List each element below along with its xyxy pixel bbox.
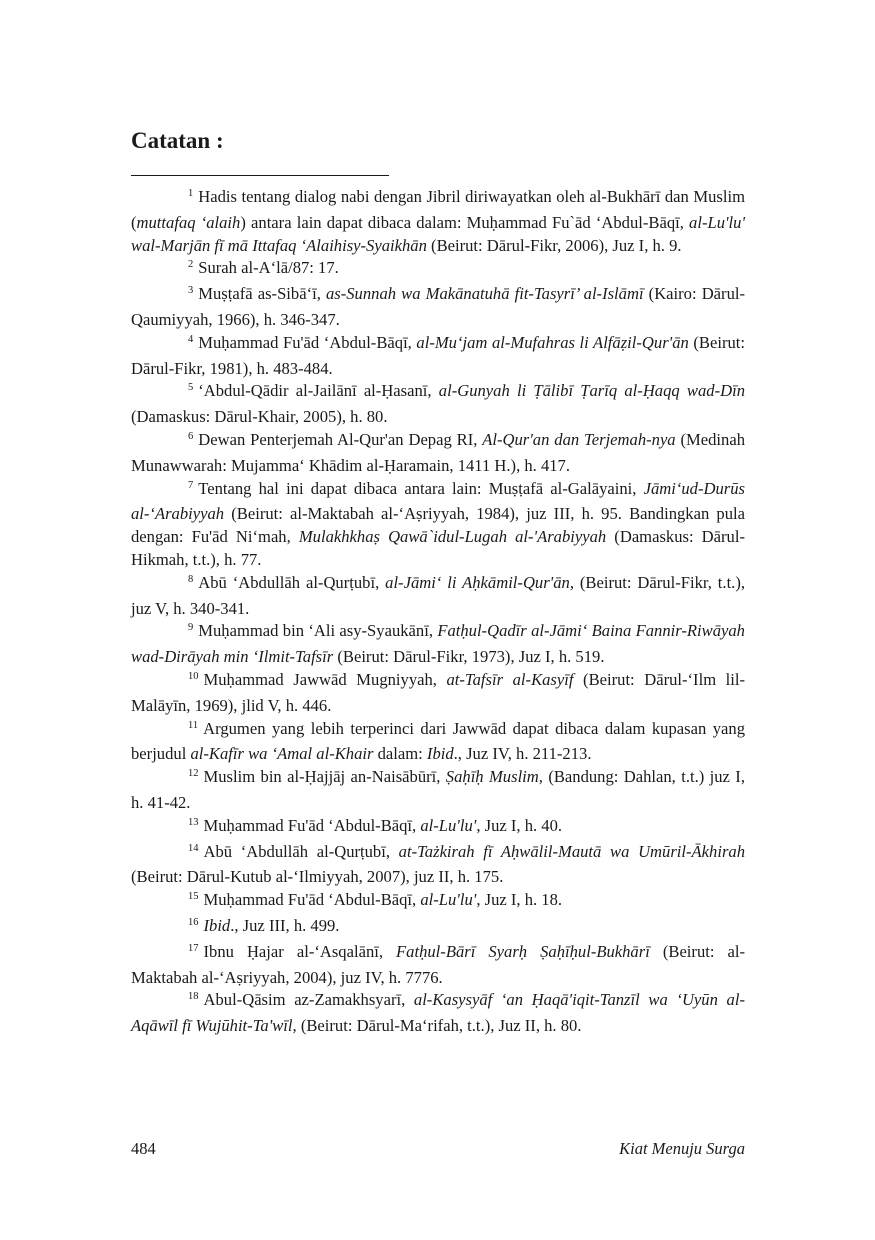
footnote-title: al-Jāmi‘ li Aḥkāmil-Qur'ān,	[385, 572, 574, 592]
page-number: 484	[131, 1139, 156, 1158]
footnote-text: dalam:	[373, 744, 427, 764]
footnote-number: 17	[188, 942, 199, 954]
footnote-5	[131, 380, 745, 429]
footnote-number: 4	[188, 333, 194, 345]
footnote-title: al-Lu'lu' wal-Marjān fī mā Ittafaq ‘Alaihisy-Syaikhān	[131, 212, 745, 255]
footnote-text: (Damaskus: Dārul-Khair, 2005), h. 80.	[131, 407, 388, 427]
footnote-text: (Beirut: Dārul-Ma‘rifah, t.t.), Juz II, h. 80.	[296, 1016, 582, 1036]
footnote-number: 14	[188, 842, 199, 854]
footnote-14	[131, 841, 745, 890]
footnote-text: Muslim bin al-Ḥajjāj an-Naisābūrī,	[203, 767, 446, 787]
footnote-text: (Beirut: Dārul-Fikr, 1981), h. 483-484.	[131, 332, 745, 378]
footnote-number: 2	[188, 259, 194, 271]
footnote-number: 6	[188, 430, 194, 442]
footnote-2	[131, 257, 745, 283]
running-title: Kiat Menuju Surga	[619, 1139, 745, 1158]
footnote-number: 11	[188, 719, 199, 731]
footnote-text: ., Juz III, h. 499.	[230, 915, 340, 935]
footnote-number: 10	[188, 670, 199, 682]
footnote-title: al-Lu'lu'	[420, 890, 477, 910]
footnote-title: al-Mu‘jam al-Mufahras li Alfāẓil-Qur'ān	[416, 332, 689, 352]
page-title: Catatan :	[131, 128, 224, 153]
footnote-10	[131, 669, 745, 718]
footnote-13	[131, 815, 745, 841]
footnote-text: Muḥammad Fu'ād ‘Abdul-Bāqī,	[203, 890, 421, 910]
footnote-text: Muḥammad Fu'ād ‘Abdul-Bāqī,	[203, 815, 421, 835]
footnote-6	[131, 429, 745, 478]
footnote-text: Abū ‘Abdullāh al-Qurṭubī,	[203, 841, 399, 861]
footnote-text: (Kairo: Dārul-Qaumiyyah, 1966), h. 346-347.	[131, 284, 745, 329]
footnote-number: 7	[188, 479, 194, 491]
footnote-title: Fatḥul-Qadīr al-Jāmi‘ Baina Fannir-Riwāyah wad-Dirāyah min ‘Ilmit-Tafsīr	[131, 621, 745, 667]
footnote-text: Abū ‘Abdullāh al-Qurṭubī,	[198, 572, 386, 592]
footnote-title: al-Lu'lu'	[420, 815, 477, 835]
footnote-4	[131, 332, 745, 381]
footnote-title: Ibid	[426, 744, 454, 764]
footnote-number: 12	[188, 768, 199, 780]
footnote-text: (Damaskus: Dārul-Hikmah, t.t.), h. 77.	[131, 527, 745, 569]
footnote-text: (Beirut: Dārul-‘Ilm lil-Malāyīn, 1969), jlid V, h. 446.	[131, 669, 746, 715]
footnote-number: 8	[188, 573, 194, 585]
footnote-number: 13	[188, 816, 199, 828]
footnote-title: muttafaq ‘alaih	[136, 212, 241, 232]
footnote-title: Ibid	[203, 915, 231, 935]
footnote-12	[131, 766, 745, 815]
footnote-title: Ṣaḥīḥ Muslim,	[445, 767, 543, 787]
footnote-title: al-Kafīr wa ‘Amal al-Khair	[190, 744, 374, 764]
footnote-title: Mulakhkhaṣ Qawā`idul-Lugah al-'Arabiyyah	[298, 527, 607, 547]
footnote-text: (Beirut: al-Maktabah al-‘Aṣriyyah, 2004), juz IV, h. 7776.	[131, 941, 745, 987]
footnote-title: Fatḥul-Bārī Syarḥ Ṣaḥīḥul-Bukhārī	[396, 941, 650, 961]
footnote-text: Ibnu Ḥajar al-‘Asqalānī,	[203, 941, 397, 961]
footnote-title: at-Tażkirah fī Aḥwālil-Mautā wa Umūril-Ākhirah	[398, 841, 745, 861]
footnote-title: al-Kasysyāf ‘an Ḥaqā'iqit-Tanzīl wa ‘Uyūn al-Aqāwīl fī Wujūhit-Ta'wīl,	[131, 990, 745, 1036]
footnote-text: Surah al-A‘lā/87: 17.	[198, 258, 339, 278]
footnote-text: , Juz I, h. 18.	[476, 890, 563, 910]
footnote-text: Muḥammad Jawwād Mugniyyah,	[203, 669, 447, 689]
footnote-11	[131, 718, 745, 767]
footnote-text: (Beirut: Dārul-Fikr, t.t.), juz V, h. 340-341.	[131, 572, 746, 618]
footnote-text: (Beirut: Dārul-Kutub al-‘Ilmiyyah, 2007), juz II, h. 175.	[131, 867, 504, 887]
footnote-number: 5	[188, 382, 194, 394]
footnote-9	[131, 620, 745, 669]
footnote-text: (Medinah Munawwarah: Mujamma‘ Khādim al-Ḥaramain, 1411 H.), h. 417.	[131, 429, 745, 475]
footnote-text: , Juz I, h. 40.	[476, 815, 563, 835]
footnote-separator	[131, 175, 389, 176]
footnote-title: at-Tafsīr al-Kasyīf	[446, 669, 574, 689]
footnote-16	[131, 915, 745, 941]
footnote-text: ‘Abdul-Qādir al-Jailānī al-Ḥasanī,	[198, 381, 439, 401]
footnote-number: 9	[188, 622, 194, 634]
footnote-3	[131, 283, 745, 332]
footnote-7	[131, 478, 745, 572]
footnote-1	[131, 186, 745, 257]
footnote-text: Muḥammad Fu'ād ‘Abdul-Bāqī,	[198, 332, 417, 352]
footnote-18	[131, 989, 745, 1038]
footnote-text: Tentang hal ini dapat dibaca antara lain: Muṣṭafā al-Galāyaini,	[198, 478, 644, 498]
footnote-text: Muṣṭafā as-Sibā‘ī,	[198, 284, 326, 304]
footnote-text: Argumen yang lebih terperinci dari Jawwād dapat dibaca dalam kupasan yang berjudul	[131, 718, 745, 764]
footnotes-list	[131, 186, 745, 1038]
footnote-text: (Beirut: al-Maktabah al-‘Aṣriyyah, 1984), juz III, h. 95. Bandingkan pula dengan: Fu'ād Ni‘mah,	[131, 504, 745, 547]
footnote-title: as-Sunnah wa Makānatuhā fit-Tasyrī’ al-Islāmī	[325, 284, 644, 304]
footnote-number: 15	[188, 891, 199, 903]
footnote-number: 16	[188, 916, 199, 928]
footnote-text: (Beirut: Dārul-Fikr, 1973), Juz I, h. 519.	[333, 647, 605, 667]
footnote-text: (Bandung: Dahlan, t.t.) juz I, h. 41-42.	[131, 767, 745, 812]
footnote-text: Hadis tentang dialog nabi dengan Jibril diriwayatkan oleh al-Bukhārī dan Muslim (	[131, 187, 745, 232]
footnote-number: 18	[188, 991, 199, 1003]
footnote-text: Dewan Penterjemah Al-Qur'an Depag RI,	[198, 429, 483, 449]
footnote-text: Abul-Qāsim az-Zamakhsyarī,	[203, 990, 414, 1010]
footnote-17	[131, 941, 745, 990]
footnote-number: 3	[188, 285, 194, 297]
footnote-text: (Beirut: Dārul-Fikr, 2006), Juz I, h. 9.	[426, 235, 682, 255]
footnote-text: ) antara lain dapat dibaca dalam: Muḥammad Fu`ād ‘Abdul-Bāqī,	[240, 212, 690, 232]
footnote-15	[131, 889, 745, 915]
footnote-text: ., Juz IV, h. 211-213.	[453, 744, 592, 764]
footnote-title: Jāmi‘ud-Durūs al-‘Arabiyyah	[131, 478, 745, 524]
footnote-number: 1	[188, 188, 194, 199]
footnote-8	[131, 572, 745, 621]
footnote-title: al-Gunyah li Ṭālibī Ṭarīq al-Ḥaqq wad-Dīn	[438, 381, 745, 401]
footnote-title: Al-Qur'an dan Terjemah-nya	[482, 429, 676, 449]
footnote-text: Muḥammad bin ‘Ali asy-Syaukānī,	[198, 621, 438, 641]
